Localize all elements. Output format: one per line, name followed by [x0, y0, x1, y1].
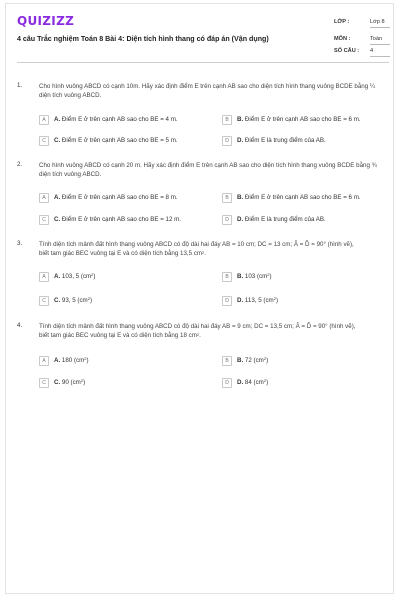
option-label: C.	[54, 379, 61, 386]
option-text: 103 (cm	[244, 273, 268, 280]
option-text: 180 (cm	[61, 357, 85, 364]
superscript: 2	[202, 250, 205, 255]
option-text: 84 (cm	[244, 379, 264, 386]
option-letter-box: B	[222, 115, 232, 125]
option-text: Điểm E ở trên cạnh AB sao cho BE = 5 m.	[61, 137, 178, 144]
close-paren: )	[269, 273, 272, 280]
close-paren: )	[275, 297, 278, 304]
close-paren: )	[83, 379, 86, 386]
option-label: B.	[237, 273, 244, 280]
meta-divider	[370, 56, 390, 57]
superscript: 2	[263, 356, 267, 361]
option-text: 90 (cm	[61, 379, 81, 386]
worksheet-page	[5, 3, 394, 594]
meta-count-key: SỐ CÂU :	[334, 48, 360, 54]
option-label: B.	[237, 357, 244, 364]
option-text: Điểm E ở trên cạnh AB sao cho BE = 12 m.	[61, 216, 182, 223]
option-letter-box: D	[222, 215, 232, 225]
question-text: Cho hình vuông ABCD có cạnh 20 m. Hãy xác định điểm E trên cạnh AB sao cho diện tích hình thang vuông BCDE bằng ¾ diện tích vuông ABCD.	[39, 162, 377, 178]
meta-class-key: LỚP :	[334, 19, 350, 25]
option-text: Điểm E ở trên cạnh AB sao cho BE = 6 m.	[244, 194, 361, 201]
period: .	[204, 250, 206, 257]
close-paren: )	[86, 357, 89, 364]
option-label: A.	[54, 194, 61, 201]
quizizz-logo: QUIZIZZ	[17, 14, 75, 28]
option-label: C.	[54, 297, 61, 304]
option-text: Điểm E ở trên cạnh AB sao cho BE = 4 m.	[61, 116, 178, 123]
question-number: 2.	[17, 161, 23, 168]
question-number: 1.	[17, 82, 23, 89]
option-text: 72 (cm	[244, 357, 264, 364]
option-letter-box: A	[39, 356, 49, 366]
superscript: 2	[91, 272, 94, 277]
question-text-line	[39, 249, 385, 258]
question-text-line	[39, 331, 385, 340]
superscript: 2	[267, 272, 270, 277]
option-text: Điểm E ở trên cạnh AB sao cho BE = 6 m.	[244, 116, 361, 123]
meta-divider	[370, 44, 390, 45]
option-letter-box: C	[39, 136, 49, 146]
option-label: D.	[237, 216, 244, 223]
option-letter-box: C	[39, 296, 49, 306]
option-letter-box: B	[222, 193, 232, 203]
option-text: 113, 5 (cm	[244, 297, 274, 304]
meta-divider	[370, 27, 390, 28]
meta-subject-value: Toán	[370, 36, 383, 42]
option-letter-box: D	[222, 136, 232, 146]
option-letter-box: D	[222, 296, 232, 306]
question-text-part: biết tam giác BEC vuông tại E và có diện tích bằng 18 cm	[39, 332, 197, 339]
question-text	[39, 322, 385, 340]
close-paren: )	[93, 273, 96, 280]
meta-count-value: 4	[370, 48, 374, 54]
option-label: A.	[54, 273, 61, 280]
option-text: Điểm E là trung điểm của AB.	[244, 137, 326, 144]
option-text: 93, 5 (cm	[61, 297, 88, 304]
option-label: B.	[237, 194, 244, 201]
option-text: Điểm E ở trên cạnh AB sao cho BE = 8 m.	[61, 194, 178, 201]
option-label: D.	[237, 137, 244, 144]
option-letter-box: A	[39, 272, 49, 282]
option-label: D.	[237, 297, 244, 304]
header-divider	[17, 62, 389, 63]
close-paren: )	[266, 357, 269, 364]
superscript: 2	[273, 296, 276, 301]
option-letter-box: B	[222, 272, 232, 282]
question-number: 4.	[17, 322, 23, 329]
superscript: 2	[196, 332, 200, 337]
option-label: C.	[54, 137, 61, 144]
question-text	[39, 240, 385, 258]
option-letter-box: A	[39, 193, 49, 203]
option-label: C.	[54, 216, 61, 223]
close-paren: )	[266, 379, 269, 386]
superscript: 2	[84, 356, 87, 361]
question-text-line: Tính diện tích mảnh đất hình thang vuông ABCD có độ dài hai đáy AB = 9 cm; DC = 13,5 cm; Â = D̂ = 90° (hình vẽ),	[39, 323, 356, 330]
option-label: A.	[54, 357, 61, 364]
option-label: B.	[237, 116, 244, 123]
option-letter-box: D	[222, 378, 232, 388]
question-number: 3.	[17, 240, 23, 247]
question-text-line: Tính diện tích mảnh đất hình thang vuông ABCD có độ dài hai đáy AB = 10 cm; DC = 13 cm; Â = D̂ = 90° (hình vẽ),	[39, 241, 354, 248]
option-text: 103, 5 (cm	[61, 273, 92, 280]
option-letter-box: B	[222, 356, 232, 366]
superscript: 2	[263, 378, 267, 383]
meta-class-value: Lớp 8	[370, 19, 385, 25]
option-letter-box: C	[39, 378, 49, 388]
superscript: 2	[80, 378, 84, 383]
meta-subject-key: MÔN :	[334, 36, 351, 42]
close-paren: )	[89, 297, 93, 304]
superscript: 2	[87, 296, 90, 301]
worksheet-title: 4 câu Trắc nghiệm Toán 8 Bài 4: Diện tích hình thang có đáp án (Vận dụng)	[17, 35, 269, 43]
option-label: A.	[54, 116, 61, 123]
option-letter-box: A	[39, 115, 49, 125]
question-text: Cho hình vuông ABCD có cạnh 10m. Hãy xác định điểm E trên cạnh AB sao cho diện tích hình thang vuông BCDE bằng ¼ diện tích vuông ABCD.	[39, 83, 376, 99]
option-text: Điểm E là trung điểm của AB.	[244, 216, 326, 223]
option-label: D.	[237, 379, 244, 386]
option-letter-box: C	[39, 215, 49, 225]
question-text-part: biết tam giác BEC vuông tại E và có diện tích bằng 13,5 cm	[39, 250, 203, 257]
period: .	[199, 332, 201, 339]
